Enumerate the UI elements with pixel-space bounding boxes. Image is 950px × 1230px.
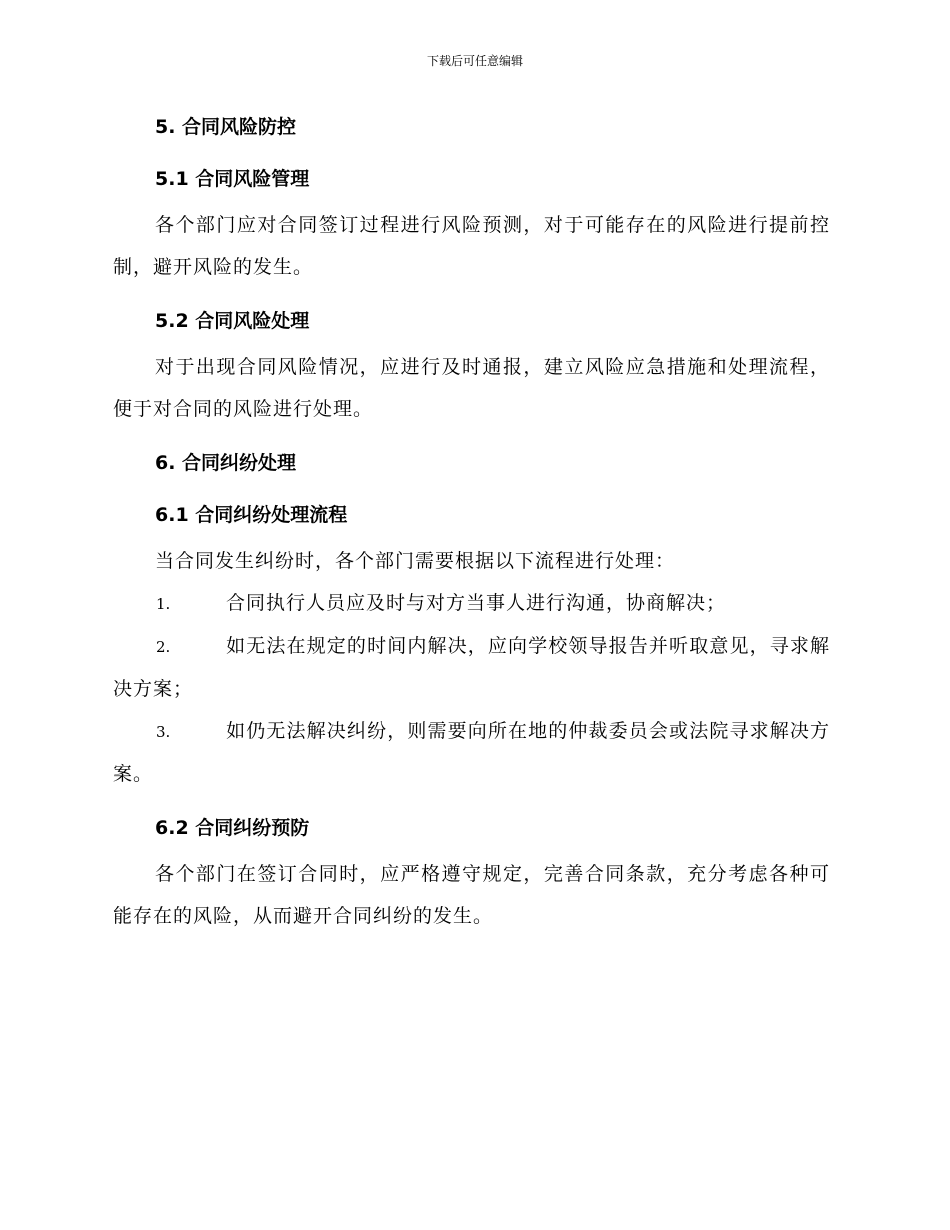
section-5-title: 5. 合同风险防控 bbox=[155, 116, 297, 138]
section-6-1-body: 当合同发生纠纷时，各个部门需要根据以下流程进行处理： bbox=[155, 550, 676, 572]
section-6-title: 6. 合同纠纷处理 bbox=[155, 452, 297, 474]
section-5-1-title: 5.1 合同风险管理 bbox=[155, 168, 310, 190]
list-item-text: 合同执行人员应及时与对方当事人进行沟通，协商解决； bbox=[226, 592, 727, 614]
document-body bbox=[113, 108, 830, 937]
list-number: 3. bbox=[156, 723, 171, 741]
list-item-2 bbox=[113, 625, 830, 710]
section-6-1-title: 6.1 合同纠纷处理流程 bbox=[155, 504, 348, 526]
list-item-3 bbox=[113, 710, 830, 795]
section-6-2-title: 6.2 合同纠纷预防 bbox=[155, 817, 310, 839]
section-5-2-body: 对于出现合同风险情况，应进行及时通报，建立风险应急措施和处理流程，便于对合同的风险进行处理。 bbox=[113, 356, 830, 420]
list-number: 1. bbox=[156, 595, 171, 613]
list-number: 2. bbox=[156, 638, 171, 656]
page-header: 下载后可任意编辑 bbox=[426, 54, 523, 68]
list-item-1 bbox=[113, 582, 830, 625]
list-item-text: 如仍无法解决纠纷，则需要向所在地的仲裁委员会或法院寻求解决方案。 bbox=[113, 720, 830, 785]
section-5-1-body: 各个部门应对合同签订过程进行风险预测，对于可能存在的风险进行提前控制，避开风险的发生。 bbox=[113, 214, 830, 278]
list-item-text: 如无法在规定的时间内解决，应向学校领导报告并听取意见，寻求解决方案； bbox=[113, 635, 830, 700]
section-5-2-title: 5.2 合同风险处理 bbox=[155, 310, 310, 332]
section-6-2-body: 各个部门在签订合同时，应严格遵守规定，完善合同条款，充分考虑各种可能存在的风险，从而避开合同纠纷的发生。 bbox=[113, 863, 830, 927]
